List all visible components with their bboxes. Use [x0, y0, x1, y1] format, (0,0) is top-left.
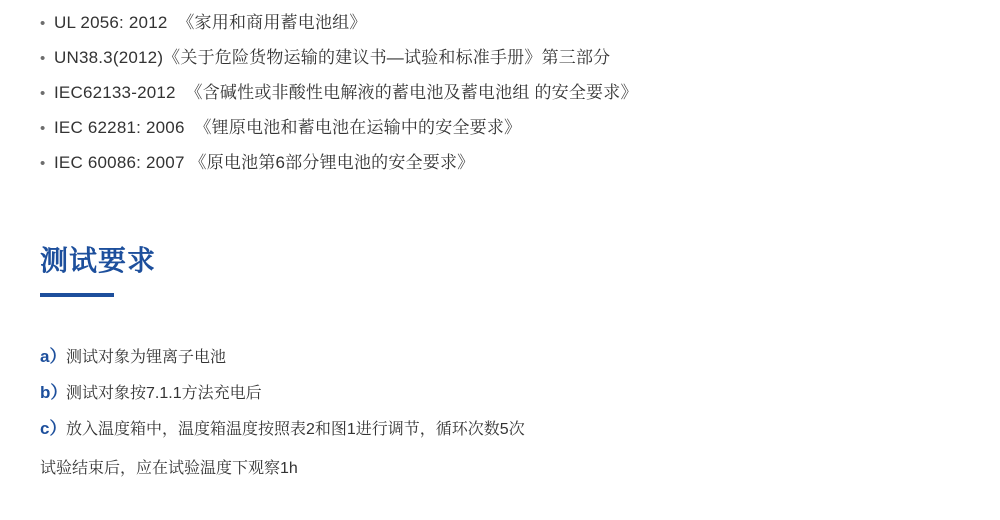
- standard-text: IEC 62281: 2006 《锂原电池和蓄电池在运输中的安全要求》: [54, 118, 522, 137]
- item-marker: c）: [40, 419, 67, 438]
- list-item: [40, 339, 960, 375]
- test-requirements-section: [40, 243, 960, 486]
- list-item: [40, 111, 960, 146]
- standard-text: UL 2056: 2012 《家用和商用蓄电池组》: [54, 13, 367, 32]
- list-item: [40, 375, 960, 411]
- bullet-icon: •: [40, 85, 46, 102]
- bullet-icon: •: [40, 120, 46, 137]
- requirement-text: 测试对象为锂离子电池: [66, 349, 227, 366]
- list-item: [40, 146, 960, 181]
- requirement-text: 放入温度箱中，温度箱温度按照表2和图1进行调节，循环次数5次: [66, 421, 525, 438]
- standards-list: [40, 0, 960, 181]
- standard-text: IEC62133-2012 《含碱性或非酸性电解液的蓄电池及蓄电池组 的安全要求》: [54, 83, 638, 102]
- section-title: 测试要求: [40, 245, 157, 276]
- bullet-icon: •: [40, 50, 46, 67]
- standard-text: IEC 60086: 2007 《原电池第6部分锂电池的安全要求》: [54, 153, 475, 172]
- standard-text: UN38.3(2012)《关于危险货物运输的建议书—试验和标准手册》第三部分: [54, 48, 611, 67]
- item-marker: a）: [40, 347, 67, 366]
- bullet-icon: •: [40, 15, 46, 32]
- list-item: [40, 41, 960, 76]
- requirements-list: [40, 339, 960, 486]
- requirement-note: 试验结束后，应在试验温度下观察1h: [40, 460, 298, 477]
- list-item: [40, 76, 960, 111]
- section-underline: [40, 293, 114, 297]
- item-marker: b）: [40, 383, 68, 402]
- list-item: [40, 411, 960, 447]
- list-item: [40, 6, 960, 41]
- requirement-text: 测试对象按7.1.1方法充电后: [66, 385, 262, 402]
- bullet-icon: •: [40, 155, 46, 172]
